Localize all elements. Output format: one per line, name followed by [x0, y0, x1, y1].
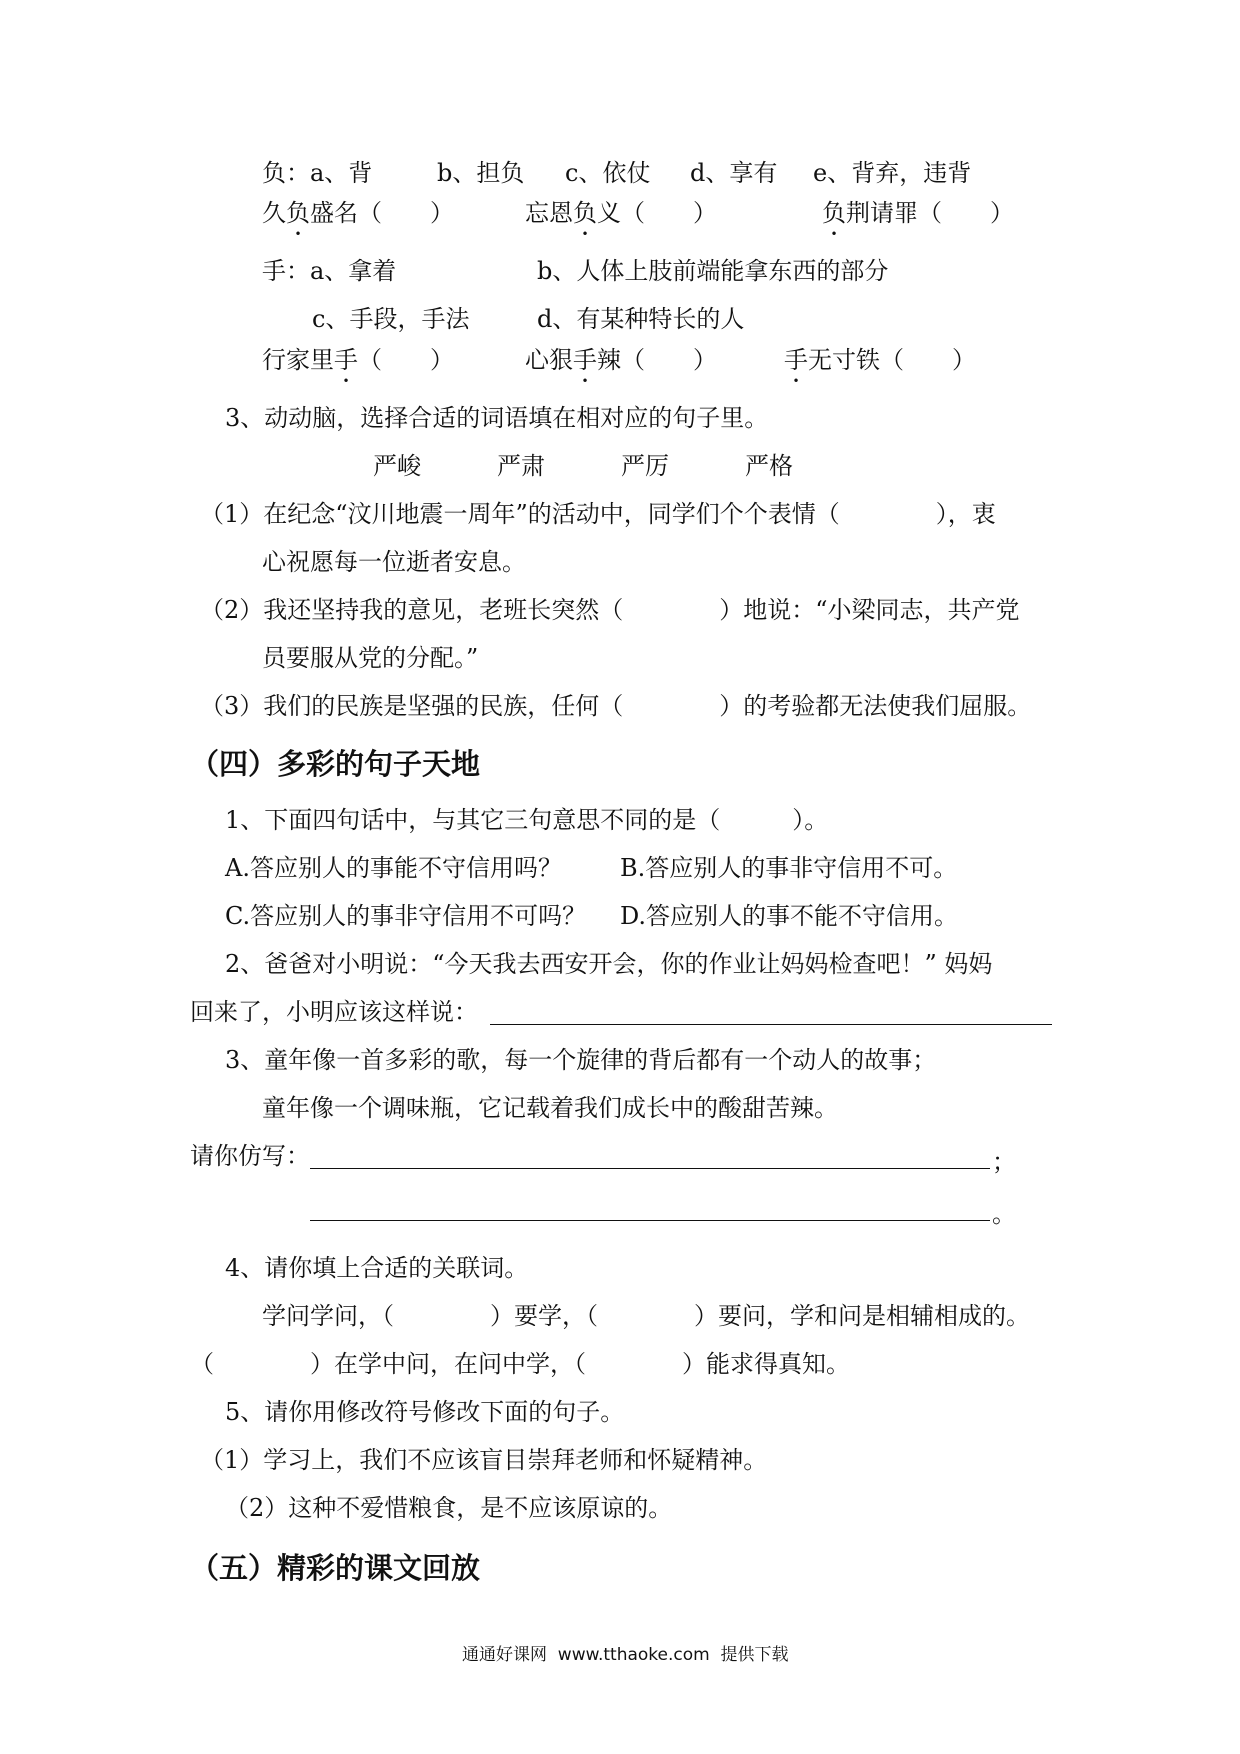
q3-sentence-1-line-2: 心祝愿每一位逝者安息。 [262, 548, 526, 576]
fu-item-3-marked-char: 负 [822, 199, 846, 227]
q3-sentence-2-line-2: 员要服从党的分配。” [262, 644, 479, 672]
q3-title: 3、动动脑，选择合适的词语填在相对应的句子里。 [225, 404, 769, 432]
shou-item-1-post: （ ） [358, 346, 454, 374]
fu-item-3-post: 荆请罪（ ） [846, 199, 1014, 227]
q3-word-1: 严峻 [373, 452, 421, 480]
q3-sentence-2-line-1: （2）我还坚持我的意见，老班长突然（ ）地说：“小梁同志，共产党 [200, 596, 1020, 624]
s4-q5-prompt: 5、请你用修改符号修改下面的句子。 [225, 1398, 625, 1426]
shou-item-2-pre: 心狠 [525, 346, 573, 374]
s4-q1-option-d: D.答应别人的事不能不守信用。 [620, 902, 959, 930]
s4-q1-option-b: B.答应别人的事非守信用不可。 [620, 854, 958, 882]
section-5-heading: （五）精彩的课文回放 [190, 1551, 481, 1585]
s4-q3-line-2: 童年像一个调味瓶，它记载着我们成长中的酸甜苦辣。 [262, 1094, 838, 1122]
shou-item-2-marked-char: 手 [573, 346, 597, 374]
fu-definition-e: e、背弃，违背 [813, 159, 972, 187]
s4-q1-prompt: 1、下面四句话中，与其它三句意思不同的是（ ）。 [225, 806, 829, 834]
fu-item-2-marked-char: 负 [573, 199, 597, 227]
fu-definition-b: b、担负 [437, 159, 525, 187]
s4-q4-prompt: 4、请你填上合适的关联词。 [225, 1254, 529, 1282]
s4-q1-option-a: A.答应别人的事能不守信用吗？ [225, 854, 562, 882]
s4-q2-line-2: 回来了，小明应该这样说： [190, 998, 478, 1026]
shou-definition-d: d、有某种特长的人 [537, 305, 745, 333]
s4-q3-semicolon: ； [992, 1148, 1016, 1176]
shou-item-3 [784, 345, 976, 388]
fu-definition-d: d、享有 [690, 159, 778, 187]
fu-item-1-marked-char: 负 [286, 199, 310, 227]
shou-definition-c: c、手段，手法 [312, 305, 470, 333]
s4-q5-sentence-2: （2）这种不爱惜粮食，是不应该原谅的。 [225, 1494, 673, 1522]
s4-q3-imitate-label: 请你仿写： [190, 1142, 310, 1170]
s4-q5-sentence-1: （1）学习上，我们不应该盲目崇拜老师和怀疑精神。 [200, 1446, 768, 1474]
fu-item-1 [262, 198, 454, 241]
s4-q4-line-1: 学问学问，（ ）要学，（ ）要问，学和问是相辅相成的。 [262, 1302, 1030, 1330]
s4-q3-answer-line-2[interactable] [310, 1220, 990, 1221]
s4-q3-period: 。 [992, 1200, 1016, 1228]
fu-definition-a: 负：a、背 [262, 159, 373, 187]
s4-q2-line-1: 2、爸爸对小明说：“今天我去西安开会，你的作业让妈妈检查吧！” 妈妈 [225, 950, 993, 978]
q3-word-2: 严肃 [497, 452, 545, 480]
s4-q3-answer-line-1[interactable] [310, 1168, 990, 1169]
s4-q4-line-2: （ ）在学中问，在问中学，（ ）能求得真知。 [190, 1350, 850, 1378]
shou-item-1-pre: 行家里 [262, 346, 334, 374]
shou-item-3-marked-char: 手 [784, 346, 808, 374]
shou-item-2 [525, 345, 717, 388]
fu-definition-c: c、依仗 [565, 159, 651, 187]
fu-item-2 [525, 198, 717, 241]
shou-definition-b: b、人体上肢前端能拿东西的部分 [537, 257, 889, 285]
q3-sentence-3: （3）我们的民族是坚强的民族，任何（ ）的考验都无法使我们屈服。 [200, 692, 1032, 720]
fu-item-2-pre: 忘恩 [525, 199, 573, 227]
shou-definition-a: 手：a、拿着 [262, 257, 397, 285]
q3-sentence-1-line-1: （1）在纪念“汶川地震一周年”的活动中，同学们个个表情（ ），衷 [200, 500, 996, 528]
shou-item-1 [262, 345, 454, 388]
s4-q2-answer-line[interactable] [490, 1024, 1052, 1025]
fu-item-2-post: 义（ ） [597, 199, 717, 227]
page-footer: 通通好课网 www.tthaoke.com 提供下载 [462, 1645, 789, 1665]
shou-item-2-post: 辣（ ） [597, 346, 717, 374]
fu-item-3 [822, 198, 1014, 241]
s4-q3-line-1: 3、童年像一首多彩的歌，每一个旋律的背后都有一个动人的故事； [225, 1046, 937, 1074]
shou-item-3-post: 无寸铁（ ） [808, 346, 976, 374]
q3-word-4: 严格 [745, 452, 793, 480]
section-4-heading: （四）多彩的句子天地 [190, 747, 481, 781]
s4-q1-option-c: C.答应别人的事非守信用不可吗？ [225, 902, 587, 930]
q3-word-3: 严厉 [621, 452, 669, 480]
fu-item-1-post: 盛名（ ） [310, 199, 454, 227]
shou-item-1-marked-char: 手 [334, 346, 358, 374]
fu-item-1-pre: 久 [262, 199, 286, 227]
